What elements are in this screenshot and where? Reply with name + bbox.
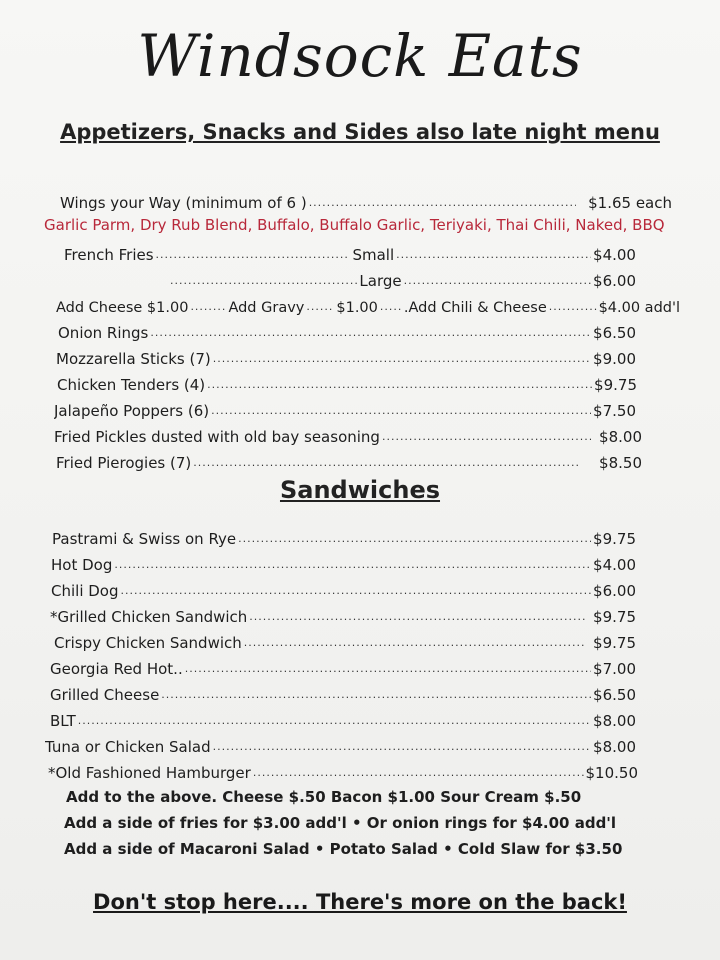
sandwich-salad-line: Add a side of Macaroni Salad • Potato Salad • Cold Slaw for $3.50 xyxy=(64,840,623,858)
dot-leader xyxy=(185,662,591,675)
item-name: Georgia Red Hot.. xyxy=(50,660,183,678)
item-name: Chili Dog xyxy=(51,582,119,600)
menu-item xyxy=(56,450,642,472)
item-price: $6.00 xyxy=(593,272,636,290)
item-name: *Grilled Chicken Sandwich xyxy=(50,608,248,626)
item-name: *Old Fashioned Hamburger xyxy=(48,764,251,782)
item-name: Mozzarella Sticks (7) xyxy=(56,350,211,368)
dot-leader xyxy=(161,688,591,701)
item-price: $8.00 xyxy=(593,738,636,756)
item-price: $9.75 xyxy=(594,376,637,394)
item-name: Jalapeño Poppers (6) xyxy=(54,402,210,420)
dot-leader xyxy=(382,430,591,443)
addon-chili-cheese: .Add Chili & Cheese xyxy=(403,300,547,316)
dot-leader xyxy=(306,300,334,313)
addon-price: $4.00 add'l xyxy=(598,300,680,316)
appetizers-heading: Appetizers, Snacks and Sides also late night menu xyxy=(60,120,660,144)
addon-gravy-price: $1.00 xyxy=(336,300,378,316)
dot-leader xyxy=(549,300,597,313)
menu-item xyxy=(57,372,637,394)
menu-item xyxy=(50,708,636,730)
item-name: Pastrami & Swiss on Rye xyxy=(52,530,237,548)
dot-leader xyxy=(309,196,576,209)
item-name: Grilled Cheese xyxy=(50,686,160,704)
dot-leader xyxy=(193,456,579,469)
item-name: Fried Pierogies (7) xyxy=(56,454,192,472)
menu-item xyxy=(48,760,638,782)
menu-item xyxy=(56,346,636,368)
item-price: $6.00 xyxy=(593,582,636,600)
menu-item xyxy=(51,552,636,574)
dot-leader xyxy=(213,352,591,365)
item-price: $8.00 xyxy=(593,712,636,730)
menu-item xyxy=(54,424,642,446)
addon-cheese: Add Cheese $1.00 xyxy=(56,300,189,316)
item-price: $4.00 xyxy=(593,246,636,264)
item-name: Onion Rings xyxy=(58,324,149,342)
item-name: Hot Dog xyxy=(51,556,113,574)
footer-note: Don't stop here.... There's more on the back! xyxy=(93,890,627,914)
restaurant-title: Windsock Eats xyxy=(137,22,583,90)
item-price: $9.75 xyxy=(593,608,636,626)
menu-item xyxy=(52,526,636,548)
appetizer-addons-line xyxy=(56,294,680,316)
menu-item xyxy=(50,656,636,678)
sandwich-sides-line: Add a side of fries for $3.00 add'l • Or onion rings for $4.00 add'l xyxy=(64,814,617,832)
item-price: $6.50 xyxy=(593,324,636,342)
dot-leader xyxy=(150,326,591,339)
menu-item xyxy=(50,604,636,626)
menu-item xyxy=(45,734,636,756)
item-price: $7.00 xyxy=(593,660,636,678)
item-price: $9.75 xyxy=(593,634,636,652)
menu-item xyxy=(50,682,636,704)
dot-leader xyxy=(121,584,592,597)
menu-item xyxy=(51,578,636,600)
item-price: $4.00 xyxy=(593,556,636,574)
dot-leader xyxy=(170,274,357,287)
menu-item xyxy=(58,320,636,342)
item-name: Fried Pickles dusted with old bay seasoning xyxy=(54,428,380,446)
dot-leader xyxy=(249,610,585,623)
dot-leader xyxy=(396,248,591,261)
item-price: $6.50 xyxy=(593,686,636,704)
menu-item-fries-small xyxy=(64,242,636,264)
item-name: Crispy Chicken Sandwich xyxy=(54,634,242,652)
dot-leader xyxy=(253,766,584,779)
dot-leader xyxy=(114,558,591,571)
dot-leader xyxy=(211,404,591,417)
dot-leader xyxy=(404,274,591,287)
addon-gravy: Add Gravy xyxy=(228,300,305,316)
dot-leader xyxy=(238,532,591,545)
item-name: French Fries xyxy=(64,246,154,264)
size-label: Large xyxy=(359,272,402,290)
item-name: BLT xyxy=(50,712,76,730)
dot-leader xyxy=(213,740,591,753)
dot-leader xyxy=(190,300,226,313)
size-label: Small xyxy=(352,246,395,264)
item-name: Tuna or Chicken Salad xyxy=(45,738,211,756)
item-name: Wings your Way (minimum of 6 ) xyxy=(60,194,307,212)
item-price: $1.65 each xyxy=(588,194,672,212)
menu-item xyxy=(54,398,636,420)
wing-flavors: Garlic Parm, Dry Rub Blend, Buffalo, Buffalo Garlic, Teriyaki, Thai Chili, Naked, BBQ xyxy=(44,216,665,234)
menu-item-fries-large xyxy=(168,268,636,290)
item-price: $8.00 xyxy=(599,428,642,446)
dot-leader xyxy=(78,714,591,727)
sandwiches-heading: Sandwiches xyxy=(279,476,441,504)
dot-leader xyxy=(244,636,585,649)
dot-leader xyxy=(207,378,592,391)
sandwich-addons-line: Add to the above. Cheese $.50 Bacon $1.00 Sour Cream $.50 xyxy=(66,788,582,806)
item-price: $8.50 xyxy=(599,454,642,472)
item-price: $9.75 xyxy=(593,530,636,548)
menu-item-wings xyxy=(60,190,672,212)
item-name: Chicken Tenders (4) xyxy=(57,376,206,394)
item-price: $10.50 xyxy=(585,764,638,782)
menu-item xyxy=(54,630,636,652)
item-price: $9.00 xyxy=(593,350,636,368)
dot-leader xyxy=(380,300,402,313)
dot-leader xyxy=(156,248,351,261)
item-price: $7.50 xyxy=(593,402,636,420)
